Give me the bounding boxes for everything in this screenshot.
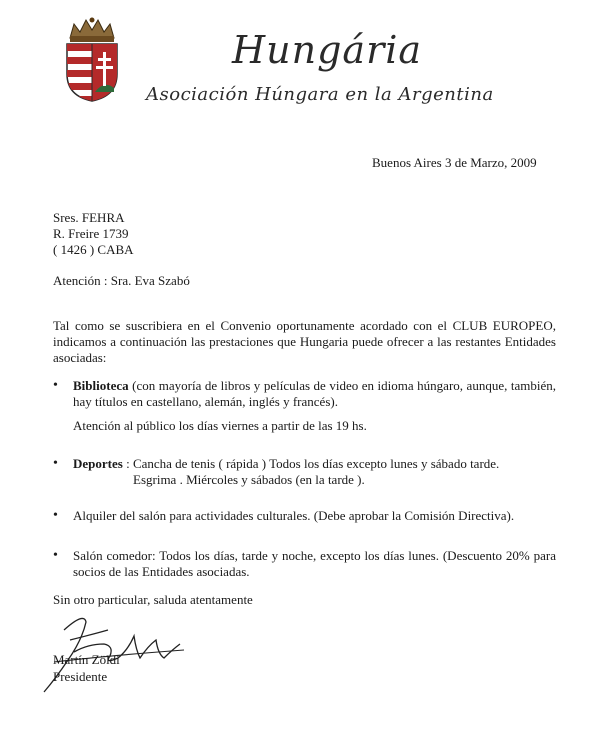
item-text: Alquiler del salón para actividades culturales. (Debe aprobar la Comisión Directiva). <box>73 508 515 523</box>
recipient-line: ( 1426 ) CABA <box>53 242 134 257</box>
item-text: : Cancha de tenis ( rápida ) Todos los días excepto lunes y sábado tarde. <box>122 456 500 471</box>
item-text: Salón comedor: Todos los días, tarde y noche, excepto los días lunes. (Descuento 20% para socios de las Entidades asociadas. <box>73 548 556 579</box>
item-heading: Biblioteca <box>73 378 129 393</box>
list-item <box>73 508 556 524</box>
list-item <box>73 456 556 472</box>
bullet-icon: • <box>53 456 58 471</box>
bullet-icon: • <box>53 508 58 523</box>
recipient-address <box>53 210 134 258</box>
handwritten-signature <box>24 600 194 700</box>
closing-line: Sin otro particular, saluda atentamente <box>53 592 253 607</box>
recipient-line: Sres. FEHRA <box>53 210 125 225</box>
item-subtext: Atención al público los días viernes a partir de las 19 hs. <box>73 418 367 433</box>
intro-paragraph: Tal como se suscribiera en el Convenio oportunamente acordado con el CLUB EUROPEO, indicamos a continuación las prestaciones que Hungaria puede ofrecer a las restantes Entidades asociadas: <box>53 318 556 365</box>
list-item <box>73 378 556 410</box>
hungarian-coat-of-arms-icon <box>62 16 122 102</box>
signer-role: Presidente <box>53 669 108 684</box>
item-subtext: Esgrima . Miércoles y sábados (en la tarde ). <box>133 472 365 487</box>
item-heading: Deportes <box>73 456 123 471</box>
signer-name: Martín Zöldi <box>53 652 120 667</box>
bullet-icon: • <box>53 548 58 563</box>
letterhead-subtitle: Asociación Húngara en la Argentina <box>146 84 494 105</box>
letterhead-title: Hungária <box>232 28 423 72</box>
list-item <box>73 548 556 580</box>
letter-date: Buenos Aires 3 de Marzo, 2009 <box>372 155 537 170</box>
attention-line: Atención : Sra. Eva Szabó <box>53 273 190 288</box>
recipient-line: R. Freire 1739 <box>53 226 129 241</box>
bullet-icon: • <box>53 378 58 393</box>
item-text: (con mayoría de libros y películas de video en idioma húngaro, aunque, también, hay títulos en castellano, alemán, inglés y francés). <box>73 378 556 409</box>
